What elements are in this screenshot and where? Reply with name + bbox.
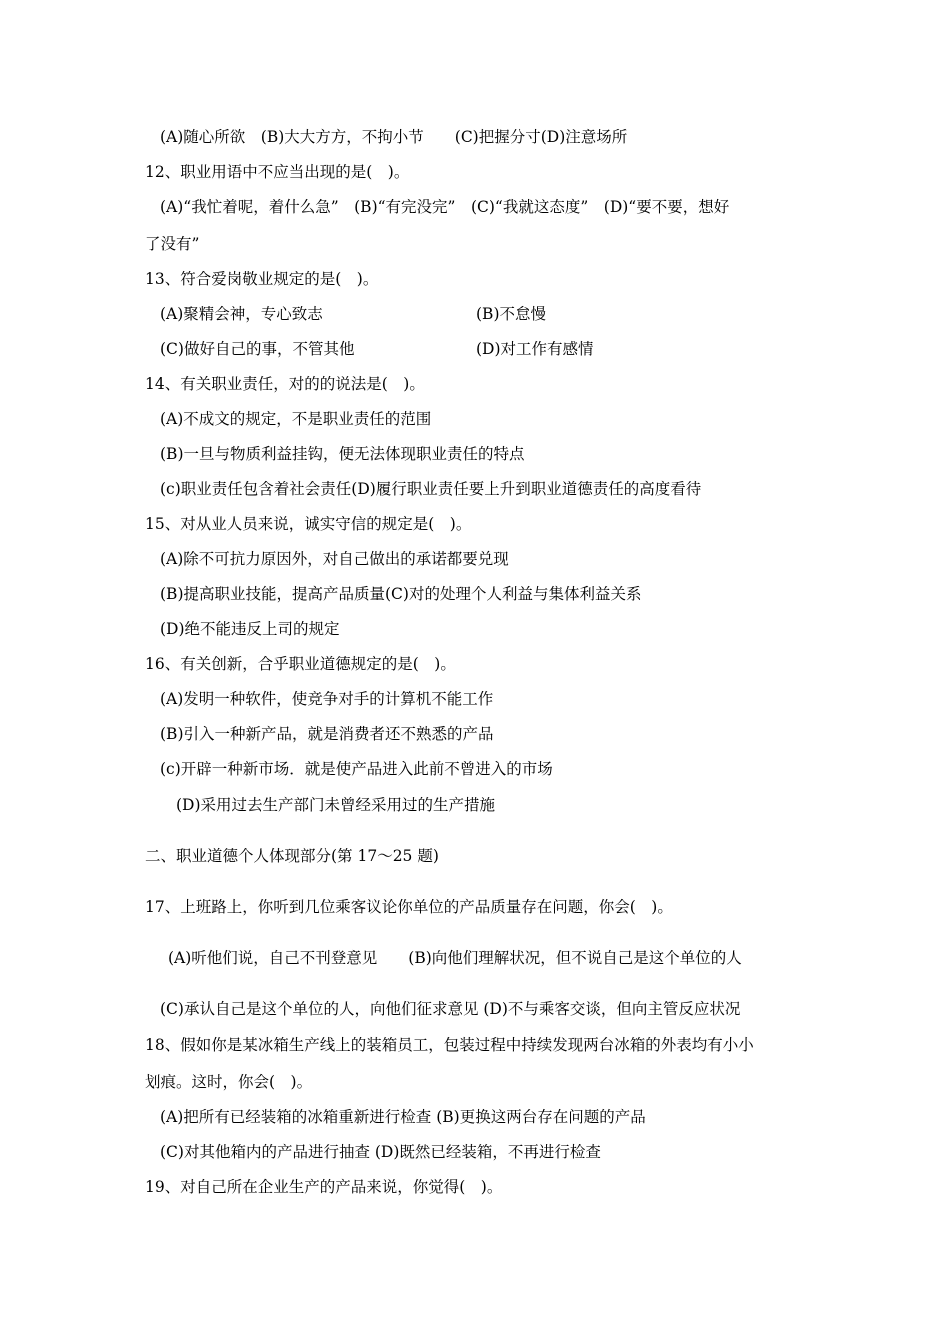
q13-option-d: (D)对工作有感情 <box>476 340 594 358</box>
q11-options: (A)随心所欲 (B)大大方方，不拘小节 (C)把握分寸(D)注意场所 <box>160 128 628 146</box>
question-14: 14、有关职业责任，对的的说法是( )。 <box>145 375 425 393</box>
q12-options: (A)“我忙着呢，着什么急” (B)“有完没完” (C)“我就这态度” (D)“要不要，想好 <box>160 198 730 216</box>
q13-option-b: (B)不怠慢 <box>476 305 546 323</box>
question-16: 16、有关创新，合乎职业道德规定的是( )。 <box>145 655 456 673</box>
question-19: 19、对自己所在企业生产的产品来说，你觉得( )。 <box>145 1178 503 1196</box>
q14-option-b: (B)一旦与物质利益挂钩，便无法体现职业责任的特点 <box>160 445 525 463</box>
question-17: 17、上班路上，你听到几位乘客议论你单位的产品质量存在问题，你会( )。 <box>145 898 673 916</box>
q13-option-a: (A)聚精会神，专心致志 <box>160 305 323 323</box>
q15-option-bc: (B)提高职业技能，提高产品质量(C)对的处理个人利益与集体利益关系 <box>160 585 642 603</box>
question-13: 13、符合爱岗敬业规定的是( )。 <box>145 270 379 288</box>
q16-option-b: (B)引入一种新产品，就是消费者还不熟悉的产品 <box>160 725 494 743</box>
question-18-continued: 划痕。这时，你会( )。 <box>145 1073 313 1091</box>
q16-option-d: (D)采用过去生产部门未曾经采用过的生产措施 <box>176 796 496 814</box>
q18-option-cd: (C)对其他箱内的产品进行抽查 (D)既然已经装箱，不再进行检查 <box>160 1143 601 1161</box>
q15-option-d: (D)绝不能违反上司的规定 <box>160 620 340 638</box>
question-12: 12、职业用语中不应当出现的是( )。 <box>145 163 410 181</box>
q17-option-cd: (C)承认自己是这个单位的人，向他们征求意见 (D)不与乘客交谈，但向主管反应状况 <box>160 1000 741 1018</box>
question-18: 18、假如你是某冰箱生产线上的装箱员工，包装过程中持续发现两台冰箱的外表均有小小 <box>145 1036 754 1054</box>
q18-option-ab: (A)把所有已经装箱的冰箱重新进行检查 (B)更换这两台存在问题的产品 <box>160 1108 646 1126</box>
q16-option-c: (c)开辟一种新市场．就是使产品进入此前不曾进入的市场 <box>160 760 553 778</box>
q13-option-c: (C)做好自己的事，不管其他 <box>160 340 355 358</box>
section-heading: 二、职业道德个人体现部分(第 17～25 题) <box>145 847 439 865</box>
q17-option-ab: (A)听他们说，自己不刊登意见 (B)向他们理解状况，但不说自己是这个单位的人 <box>168 949 742 967</box>
question-15: 15、对从业人员来说，诚实守信的规定是( )。 <box>145 515 472 533</box>
q14-option-cd: (c)职业责任包含着社会责任(D)履行职业责任要上升到职业道德责任的高度看待 <box>160 480 702 498</box>
q14-option-a: (A)不成文的规定，不是职业责任的范围 <box>160 410 432 428</box>
q15-option-a: (A)除不可抗力原因外，对自己做出的承诺都要兑现 <box>160 550 509 568</box>
q16-option-a: (A)发明一种软件，使竞争对手的计算机不能工作 <box>160 690 494 708</box>
q12-options-continued: 了没有” <box>145 235 200 253</box>
